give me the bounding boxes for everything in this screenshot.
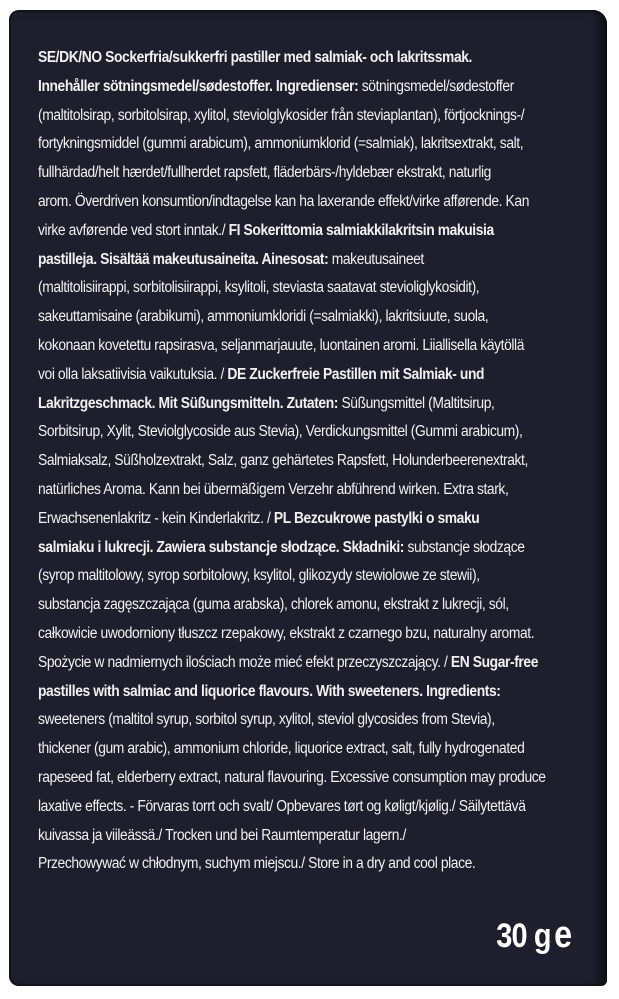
- bold-text-segment: pastilleja. Sisältää makeutusaineita. Ainesosat:: [38, 250, 332, 268]
- ingredient-line: [38, 390, 591, 419]
- text-segment: kuivassa ja viileässä./ Trocken und bei Raumtemperatur lagern./: [38, 826, 406, 844]
- text-segment: (syrop maltitolowy, syrop sorbitolowy, ksylitol, glikozydy stewiolowe ze stewii),: [38, 567, 480, 585]
- text-segment: Süßungsmittel (Maltitsirup,: [341, 394, 495, 412]
- bold-text-segment: salmiaku i lukrecji. Zawiera substancje słodzące. Składniki:: [38, 538, 408, 556]
- text-segment: laxative effects. - Förvaras torrt och svalt/ Opbevares tørt og køligt/kjølig./ Säilytettävä: [38, 797, 526, 815]
- ingredient-line: [38, 793, 591, 822]
- ingredient-line: [38, 361, 591, 390]
- ingredient-line: [38, 562, 591, 591]
- bold-text-segment: Lakritzgeschmack. Mit Süßungsmitteln. Zutaten:: [38, 394, 342, 412]
- text-segment: makeutusaineet: [331, 250, 424, 268]
- ingredient-line: [38, 591, 591, 620]
- text-segment: Przechowywać w chłodnym, suchym miejscu./ Store in a dry and cool place.: [38, 855, 476, 873]
- ingredient-line: [38, 44, 591, 73]
- text-segment: sakeuttamisaine (arabikumi), ammoniumkloridi (=salmiakki), lakritsiuute, suola,: [38, 308, 489, 326]
- text-segment: virke avførende ved stort inntak./: [38, 221, 229, 239]
- ingredient-line: [38, 217, 591, 246]
- text-segment: substancja zagęszczająca (guma arabska), chlorek amonu, ekstrakt z lukrecji, sól,: [38, 596, 509, 614]
- ingredient-line: [38, 274, 591, 303]
- bold-text-segment: SE/DK/NO Sockerfria/sukkerfri pastiller med salmiak- och lakritssmak.: [38, 49, 472, 66]
- text-segment: thickener (gum arabic), ammonium chloride, liquorice extract, salt, fully hydrogenated: [38, 740, 525, 758]
- bold-text-segment: PL Bezcukrowe pastylki o smaku: [273, 509, 480, 527]
- ingredient-line: [38, 73, 591, 102]
- ingredient-line: [38, 620, 591, 649]
- text-segment: natürliches Aroma. Kann bei übermäßigem Verzehr abführend wirken. Extra stark,: [38, 480, 509, 498]
- text-segment: Spożycie w nadmiernych ilościach może mieć efekt przeczyszczający. /: [38, 653, 451, 671]
- ingredient-line: [38, 706, 591, 735]
- ingredient-line: [38, 418, 591, 447]
- ingredient-line: [38, 822, 591, 851]
- text-segment: fullhärdad/helt hærdet/fullherdet rapsfett, fläderbärs-/hyldebær ekstrakt, naturlig: [38, 164, 491, 182]
- bold-text-segment: pastilles with salmiac and liquorice flavours. With sweeteners. Ingredients:: [38, 682, 501, 700]
- text-segment: rapeseed fat, elderberry extract, natural flavouring. Excessive consumption may produce: [38, 768, 546, 786]
- bold-text-segment: DE Zuckerfreie Pastillen mit Salmiak- und: [227, 365, 485, 383]
- text-segment: sweeteners (maltitol syrup, sorbitol syrup, xylitol, steviol glycosides from Stevia),: [38, 711, 495, 729]
- ingredients-text-block: [38, 44, 591, 879]
- ingredient-line: [38, 102, 591, 131]
- text-segment: fortykningsmiddel (gummi arabicum), ammoniumklorid (=salmiak), lakritsextrakt, salt,: [38, 135, 524, 153]
- candy-package-back: [9, 10, 607, 986]
- ingredient-line: [38, 188, 591, 217]
- ingredient-line: [38, 850, 591, 879]
- text-segment: Sorbitsirup, Xylit, Steviolglycoside aus Stevia), Verdickungsmittel (Gummi arabicum),: [38, 423, 523, 441]
- text-segment: substancje słodzące: [407, 538, 525, 556]
- ingredient-line: [38, 735, 591, 764]
- ingredient-line: [38, 130, 591, 159]
- bold-text-segment: FI Sokerittomia salmiakkilakritsin makuisia: [228, 221, 494, 239]
- ingredient-line: [38, 649, 591, 678]
- ingredient-line: [38, 534, 591, 563]
- text-segment: arom. Överdriven konsumtion/indtagelse kan ha laxerande effekt/virke afførende. Kan: [38, 192, 529, 210]
- net-weight-label: [496, 915, 571, 956]
- ingredient-line: [38, 764, 591, 793]
- ingredient-line: [38, 246, 591, 275]
- ingredient-line: [38, 447, 591, 476]
- estimated-sign-icon: e: [553, 914, 571, 956]
- text-segment: (maltitolsirap, sorbitolsirap, xylitol, steviolglykosider från steviaplantan), förtjocknings-/: [38, 106, 525, 124]
- bold-text-segment: EN Sugar-free: [450, 653, 539, 671]
- text-segment: kokonaan kovetettu rapsirasva, seljanmarjauute, luontainen aromi. Liiallisella käytöllä: [38, 336, 525, 354]
- text-segment: Salmiaksalz, Süßholzextrakt, Salz, ganz gehärtetes Rapsfett, Holunderbeerenextrakt,: [38, 452, 528, 470]
- text-segment: (maltitolisiirappi, sorbitolisiirappi, ksylitoli, steviasta saatavat stevioliglykosidit),: [38, 279, 480, 297]
- text-segment: Erwachsenenlakritz - kein Kinderlakritz. /: [38, 509, 274, 527]
- ingredient-line: [38, 332, 591, 361]
- text-segment: sötningsmedel/sødestoffer: [361, 77, 514, 95]
- ingredient-line: [38, 678, 591, 707]
- text-segment: całkowicie uwodorniony tłuszcz rzepakowy, ekstrakt z czarnego bzu, naturalny aromat.: [38, 624, 535, 642]
- text-segment: voi olla laksatiivisia vaikutuksia. /: [38, 365, 228, 383]
- ingredient-line: [38, 505, 591, 534]
- ingredient-line: [38, 159, 591, 188]
- bold-text-segment: Innehåller sötningsmedel/sødestoffer. Ingredienser:: [38, 77, 362, 95]
- ingredient-line: [38, 303, 591, 332]
- ingredient-line: [38, 476, 591, 505]
- net-weight-value: 30 g: [496, 917, 551, 955]
